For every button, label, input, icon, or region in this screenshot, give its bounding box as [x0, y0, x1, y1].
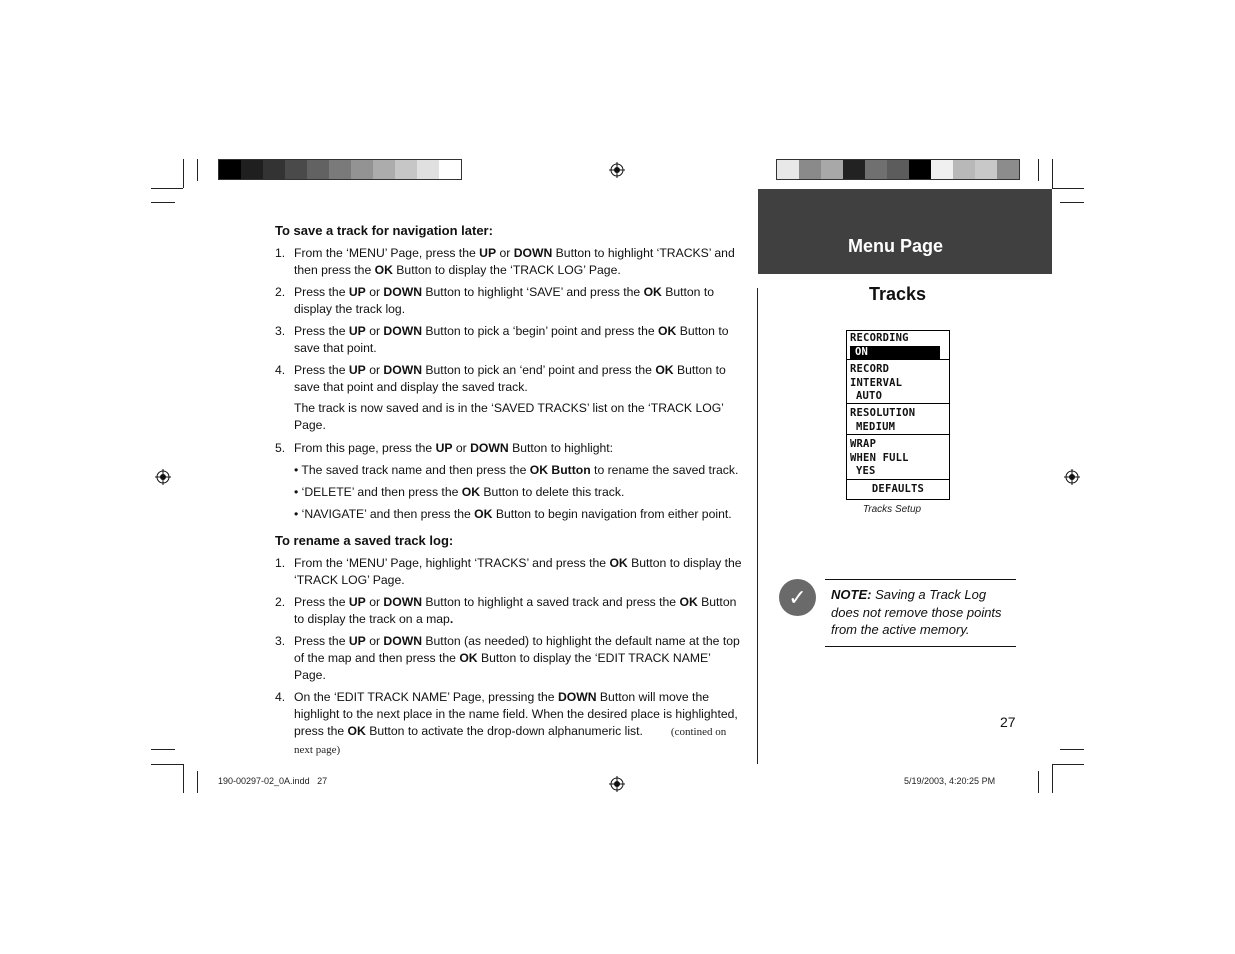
instructions-column	[275, 222, 745, 764]
crop-mark	[1052, 188, 1084, 189]
color-swatch	[975, 160, 997, 179]
color-swatch	[887, 160, 909, 179]
crop-mark	[197, 159, 198, 181]
crop-mark	[1052, 764, 1084, 765]
crop-mark	[1052, 159, 1053, 188]
color-swatch	[219, 160, 241, 179]
color-swatch	[843, 160, 865, 179]
wrap-field	[847, 435, 949, 480]
color-swatch	[777, 160, 799, 179]
color-swatch	[307, 160, 329, 179]
crop-mark	[183, 159, 184, 188]
bullet-list	[275, 462, 745, 523]
save-track-heading: To save a track for navigation later:	[275, 223, 493, 238]
save-track-steps	[275, 245, 745, 396]
step-number: 3.	[275, 634, 286, 648]
continued-note: (contined on next page)	[294, 726, 727, 756]
crop-mark	[1060, 202, 1084, 203]
when-full-label: WHEN FULL	[850, 451, 909, 464]
bullet-item: • The saved track name and then press the OK Button to rename the saved track.	[294, 463, 739, 477]
list-item	[275, 362, 745, 396]
checkmark-note-icon: ✓	[779, 579, 816, 616]
color-swatch	[439, 160, 461, 179]
step-number: 2.	[275, 285, 286, 299]
color-swatch	[329, 160, 351, 179]
crop-mark	[183, 764, 184, 793]
color-swatch	[799, 160, 821, 179]
bullet-item: • ‘DELETE’ and then press the OK Button to delete this track.	[294, 485, 625, 499]
list-item	[275, 323, 745, 357]
page-title: Menu Page	[848, 236, 944, 256]
page-number: 27	[1000, 714, 1016, 730]
crop-mark	[1052, 764, 1053, 793]
step-text: Press the UP or DOWN Button to highlight ‘SAVE’ and press the OK Button to display the track log.	[294, 285, 715, 316]
column-divider	[757, 288, 758, 764]
wrap-label: WRAP	[850, 438, 877, 450]
step-number: 1.	[275, 556, 286, 570]
color-swatch	[395, 160, 417, 179]
resolution-value: MEDIUM	[856, 420, 896, 433]
step-text: On the ‘EDIT TRACK NAME’ Page, pressing the DOWN Button will move the highlight to the next place in the name field. When the desired place is highlighted, press the OK Button to activate the drop-down alphanumeric list. (contined on next page)	[294, 690, 738, 756]
color-swatch	[953, 160, 975, 179]
gps-screen-tracks-setup	[846, 330, 950, 500]
rename-track-heading: To rename a saved track log:	[275, 533, 454, 548]
section-header-bar	[758, 189, 1052, 274]
step-number: 4.	[275, 363, 286, 377]
interval-label: INTERVAL	[850, 376, 903, 389]
wrap-value: YES	[856, 465, 876, 477]
recording-value: ON	[850, 346, 940, 360]
crop-mark	[1038, 771, 1039, 793]
registration-mark-icon	[155, 469, 171, 485]
note-text	[831, 586, 1016, 639]
list-item	[275, 555, 745, 589]
color-swatch	[373, 160, 395, 179]
recording-label: RECORDING	[850, 332, 909, 344]
color-swatch	[909, 160, 931, 179]
crop-mark	[1038, 159, 1039, 181]
defaults-label: DEFAULTS	[871, 483, 925, 495]
color-swatch	[263, 160, 285, 179]
step-text: Press the UP or DOWN Button to pick a ‘begin’ point and press the OK Button to save that point.	[294, 324, 729, 355]
color-swatch	[865, 160, 887, 179]
step-number: 5.	[275, 441, 286, 455]
color-swatch-strip-left	[218, 159, 462, 180]
record-label: RECORD	[850, 363, 890, 375]
crop-mark	[151, 202, 175, 203]
record-interval-field	[847, 360, 949, 404]
note-body: Saving a Track Log does not remove those points from the active memory.	[831, 587, 1002, 637]
color-swatch	[285, 160, 307, 179]
list-item	[275, 284, 745, 318]
rename-track-steps	[275, 555, 745, 759]
step-text: From this page, press the UP or DOWN Button to highlight:	[294, 441, 614, 455]
step-text: Press the UP or DOWN Button to pick an ‘end’ point and press the OK Button to save that point and display the saved track.	[294, 363, 726, 394]
resolution-field	[847, 404, 949, 435]
step-number: 3.	[275, 324, 286, 338]
step-text: From the ‘MENU’ Page, highlight ‘TRACKS’ and press the OK Button to display the ‘TRACK LOG’ Page.	[294, 556, 742, 587]
color-swatch-strip-right	[776, 159, 1020, 180]
bullet-item: • ‘NAVIGATE’ and then press the OK Button to begin navigation from either point.	[294, 507, 732, 521]
section-title: Tracks	[869, 284, 927, 304]
note-label: NOTE:	[831, 587, 872, 602]
step-number: 2.	[275, 595, 286, 609]
list-item	[275, 245, 745, 279]
crop-mark	[1060, 749, 1084, 750]
crop-mark	[151, 188, 183, 189]
list-item	[275, 594, 745, 628]
registration-mark-icon	[609, 776, 625, 792]
color-swatch	[997, 160, 1019, 179]
registration-mark-icon	[609, 162, 625, 178]
step-text: From the ‘MENU’ Page, press the UP or DOWN Button to highlight ‘TRACKS’ and then press the OK Button to display the ‘TRACK LOG’ Page.	[294, 246, 735, 277]
step-text: Press the UP or DOWN Button to highlight a saved track and press the OK Button to display the track on a map.	[294, 595, 737, 626]
color-swatch	[417, 160, 439, 179]
color-swatch	[821, 160, 843, 179]
list-item	[275, 633, 745, 684]
defaults-button	[847, 480, 949, 498]
list-item	[275, 440, 745, 457]
footer-timestamp: 5/19/2003, 4:20:25 PM	[904, 776, 996, 786]
color-swatch	[351, 160, 373, 179]
list-item	[275, 689, 745, 759]
crop-mark	[151, 749, 175, 750]
step-number: 4.	[275, 690, 286, 704]
resolution-label: RESOLUTION	[850, 407, 916, 419]
step-number: 1.	[275, 246, 286, 260]
figure-caption: Tracks Setup	[862, 504, 922, 515]
registration-mark-icon	[1064, 469, 1080, 485]
saved-note: The track is now saved and is in the ‘SAVED TRACKS’ list on the ‘TRACK LOG’ Page.	[294, 401, 724, 432]
step-text: Press the UP or DOWN Button (as needed) to highlight the default name at the top of the map and then press the OK Button to display the ‘EDIT TRACK NAME’ Page.	[294, 634, 740, 682]
crop-mark	[197, 771, 198, 793]
record-interval-value: AUTO	[856, 390, 883, 402]
crop-mark	[151, 764, 183, 765]
color-swatch	[931, 160, 953, 179]
color-swatch	[241, 160, 263, 179]
footer-filename: 190-00297-02_0A.indd 27	[218, 776, 328, 786]
recording-field	[847, 331, 949, 360]
